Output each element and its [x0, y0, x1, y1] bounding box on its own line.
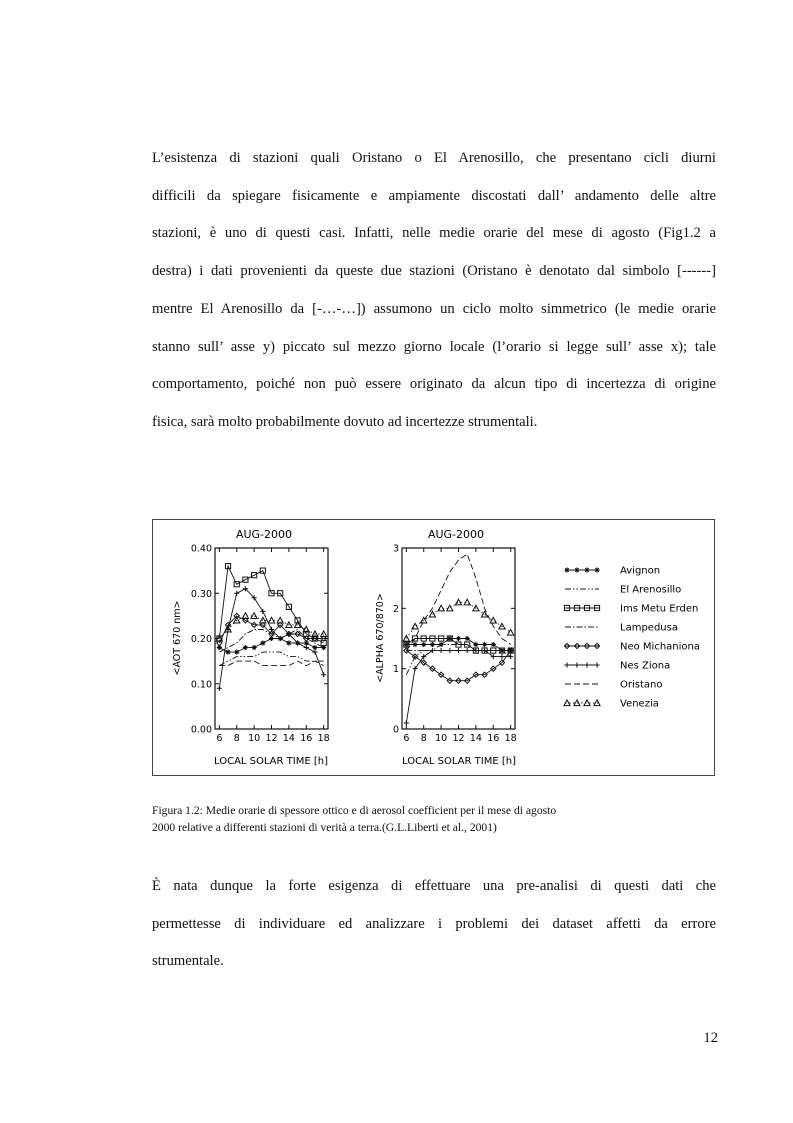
legend-marker	[594, 567, 599, 572]
text-line: mentre El Arenosillo da [-…-…]) assumono un ciclo molto simmetrico (le medie orarie	[152, 300, 716, 317]
aot-y-tick-label: 0.40	[190, 543, 212, 555]
alpha-data-point	[465, 648, 470, 653]
page-number: 12	[703, 1030, 718, 1046]
aot-data-point	[243, 645, 248, 650]
alpha-data-point	[499, 654, 504, 659]
legend-entry	[565, 585, 681, 596]
text-line: destra) i dati provenienti da queste due stazioni (Oristano è denotato dal simbolo [------]	[152, 263, 716, 280]
legend-entry	[564, 699, 659, 710]
figure	[152, 519, 715, 776]
alpha-x-tick-label: 14	[469, 733, 482, 744]
aot-series-line	[219, 652, 323, 666]
aot-plot-title: AUG-2000	[235, 528, 293, 541]
aot-data-point	[286, 640, 291, 645]
aot-y-tick-label: 0.30	[190, 588, 212, 600]
aot-data-point	[217, 686, 222, 691]
text-line: comportamento, poiché non può essere originato da alcun tipo di incertezza di origine	[152, 376, 716, 393]
legend-marker	[574, 662, 579, 667]
alpha-x-tick-label: 8	[420, 733, 427, 744]
text-line: È nata dunque la forte esigenza di effettuare una pre-analisi di questi dati che	[152, 878, 716, 894]
aot-data-point	[312, 649, 317, 654]
alpha-data-point	[490, 617, 496, 623]
alpha-x-tick-label: 12	[452, 733, 465, 744]
alpha-series-line	[406, 651, 510, 681]
aot-data-point	[252, 645, 257, 650]
alpha-series-nes-ziona	[404, 648, 514, 726]
legend-marker	[574, 567, 579, 572]
legend-marker	[564, 567, 569, 572]
legend-entry	[564, 604, 698, 615]
text-line: strumentale.	[152, 953, 224, 970]
alpha-data-point	[491, 642, 496, 647]
alpha-data-point	[421, 617, 427, 623]
alpha-data-point	[456, 636, 461, 641]
alpha-data-point	[412, 623, 418, 629]
aot-x-tick-label: 12	[265, 733, 278, 744]
text-line: fisica, sarà molto probabilmente dovuto ad incertezze strumentali.	[152, 413, 538, 430]
alpha-y-tick-label: 2	[392, 603, 399, 615]
aot-x-tick-label: 6	[216, 733, 223, 744]
legend-entry	[564, 642, 700, 653]
legend-marker	[584, 567, 589, 572]
legend-entry	[565, 623, 678, 634]
aot-x-tick-label: 14	[282, 733, 295, 744]
alpha-data-point	[430, 648, 435, 653]
figure-caption	[152, 802, 712, 836]
alpha-series-neo-michaniona	[404, 648, 514, 683]
aot-data-point	[260, 609, 265, 614]
alpha-plot	[375, 528, 517, 767]
alpha-x-ticks	[403, 548, 516, 744]
text-line: permettesse di individuare ed analizzare i problemi dei dataset affetti da errore	[152, 915, 716, 932]
aot-series-oristano	[219, 661, 323, 666]
alpha-data-point	[412, 642, 417, 647]
alpha-series	[403, 554, 514, 726]
text-line: L’esistenza di stazioni quali Oristano o El Arenosillo, che presentano cicli diurni	[152, 150, 716, 166]
legend-label: Avignon	[620, 565, 661, 577]
aot-y-tick-label: 0.10	[190, 679, 212, 691]
aot-y-tick-label: 0.20	[190, 634, 212, 645]
legend-label: Lampedusa	[620, 622, 678, 634]
figure-canvas	[153, 520, 716, 777]
paragraph-2	[152, 868, 716, 981]
legend-label: Nes Ziona	[620, 660, 671, 672]
aot-series-line	[219, 661, 323, 666]
alpha-data-point	[482, 648, 487, 653]
legend-entry	[565, 680, 662, 691]
alpha-data-point	[482, 642, 487, 647]
alpha-data-point	[447, 648, 452, 653]
legend-label: El Arenosillo	[620, 584, 682, 596]
text-line: stanno sull’ asse y) piccato sul mezzo giorno locale (l’orario si legge sull’ asse x); tale	[152, 338, 716, 355]
aot-series-ims-metu-erden	[217, 564, 327, 646]
aot-x-tick-label: 18	[317, 733, 330, 744]
alpha-x-tick-label: 10	[435, 733, 448, 744]
aot-data-point	[225, 649, 230, 654]
legend-marker	[564, 662, 569, 667]
aot-plot	[172, 528, 330, 767]
legend-label: Venezia	[620, 698, 659, 710]
alpha-data-point	[439, 648, 444, 653]
legend-marker	[594, 662, 599, 667]
alpha-y-tick-label: 0	[392, 724, 399, 736]
aot-series-el-arenosillo	[219, 652, 323, 666]
alpha-x-tick-label: 6	[403, 733, 410, 744]
alpha-data-point	[404, 720, 409, 725]
alpha-y-tick-label: 1	[392, 664, 399, 676]
aot-x-label: LOCAL SOLAR TIME [h]	[214, 756, 328, 767]
alpha-y-label: <ALPHA 670/870>	[375, 593, 386, 683]
alpha-data-point	[430, 642, 435, 647]
alpha-plot-title: AUG-2000	[427, 528, 485, 541]
alpha-data-point	[456, 648, 461, 653]
legend-marker	[584, 662, 589, 667]
aot-series	[216, 564, 327, 691]
aot-data-point	[260, 640, 265, 645]
alpha-data-point	[465, 636, 470, 641]
aot-y-tick-label: 0.00	[190, 724, 212, 736]
aot-y-label: <AOT 670 nm>	[172, 600, 183, 676]
paragraph-1	[152, 140, 716, 442]
aot-data-point	[304, 645, 309, 650]
text-line: difficili da spiegare fisicamente e ampiamente discostati dall’ andamento delle altre	[152, 187, 716, 204]
aot-data-point	[321, 672, 326, 677]
alpha-data-point	[508, 629, 514, 635]
aot-data-point	[312, 645, 317, 650]
alpha-data-point	[421, 642, 426, 647]
aot-data-point	[234, 649, 239, 654]
alpha-data-point	[473, 648, 478, 653]
legend-label: Oristano	[620, 679, 663, 691]
legend-entry	[564, 566, 660, 577]
text-line: stazioni, è uno di questi casi. Infatti, nelle medie orarie del mese di agosto (Fig1.2 a	[152, 225, 716, 242]
alpha-y-tick-label: 3	[392, 543, 399, 555]
legend-entry	[564, 661, 670, 672]
alpha-x-tick-label: 16	[487, 733, 500, 744]
alpha-y-ticks	[393, 544, 515, 736]
legend-label: Ims Metu Erden	[620, 603, 699, 615]
alpha-series-venezia	[403, 599, 514, 641]
legend-label: Neo Michaniona	[620, 641, 700, 653]
caption-line: 2000 relative a differenti stazioni di verità a terra.(G.L.Liberti et al., 2001)	[152, 821, 497, 834]
aot-x-tick-label: 16	[300, 733, 313, 744]
alpha-x-label: LOCAL SOLAR TIME [h]	[402, 756, 516, 767]
aot-data-point	[234, 591, 239, 596]
legend	[564, 566, 700, 710]
aot-x-tick-label: 8	[233, 733, 240, 744]
alpha-x-tick-label: 18	[504, 733, 517, 744]
aot-x-tick-label: 10	[248, 733, 261, 744]
caption-line: Figura 1.2: Medie orarie di spessore ottico e di aerosol coefficient per il mese di agosto	[152, 804, 557, 817]
